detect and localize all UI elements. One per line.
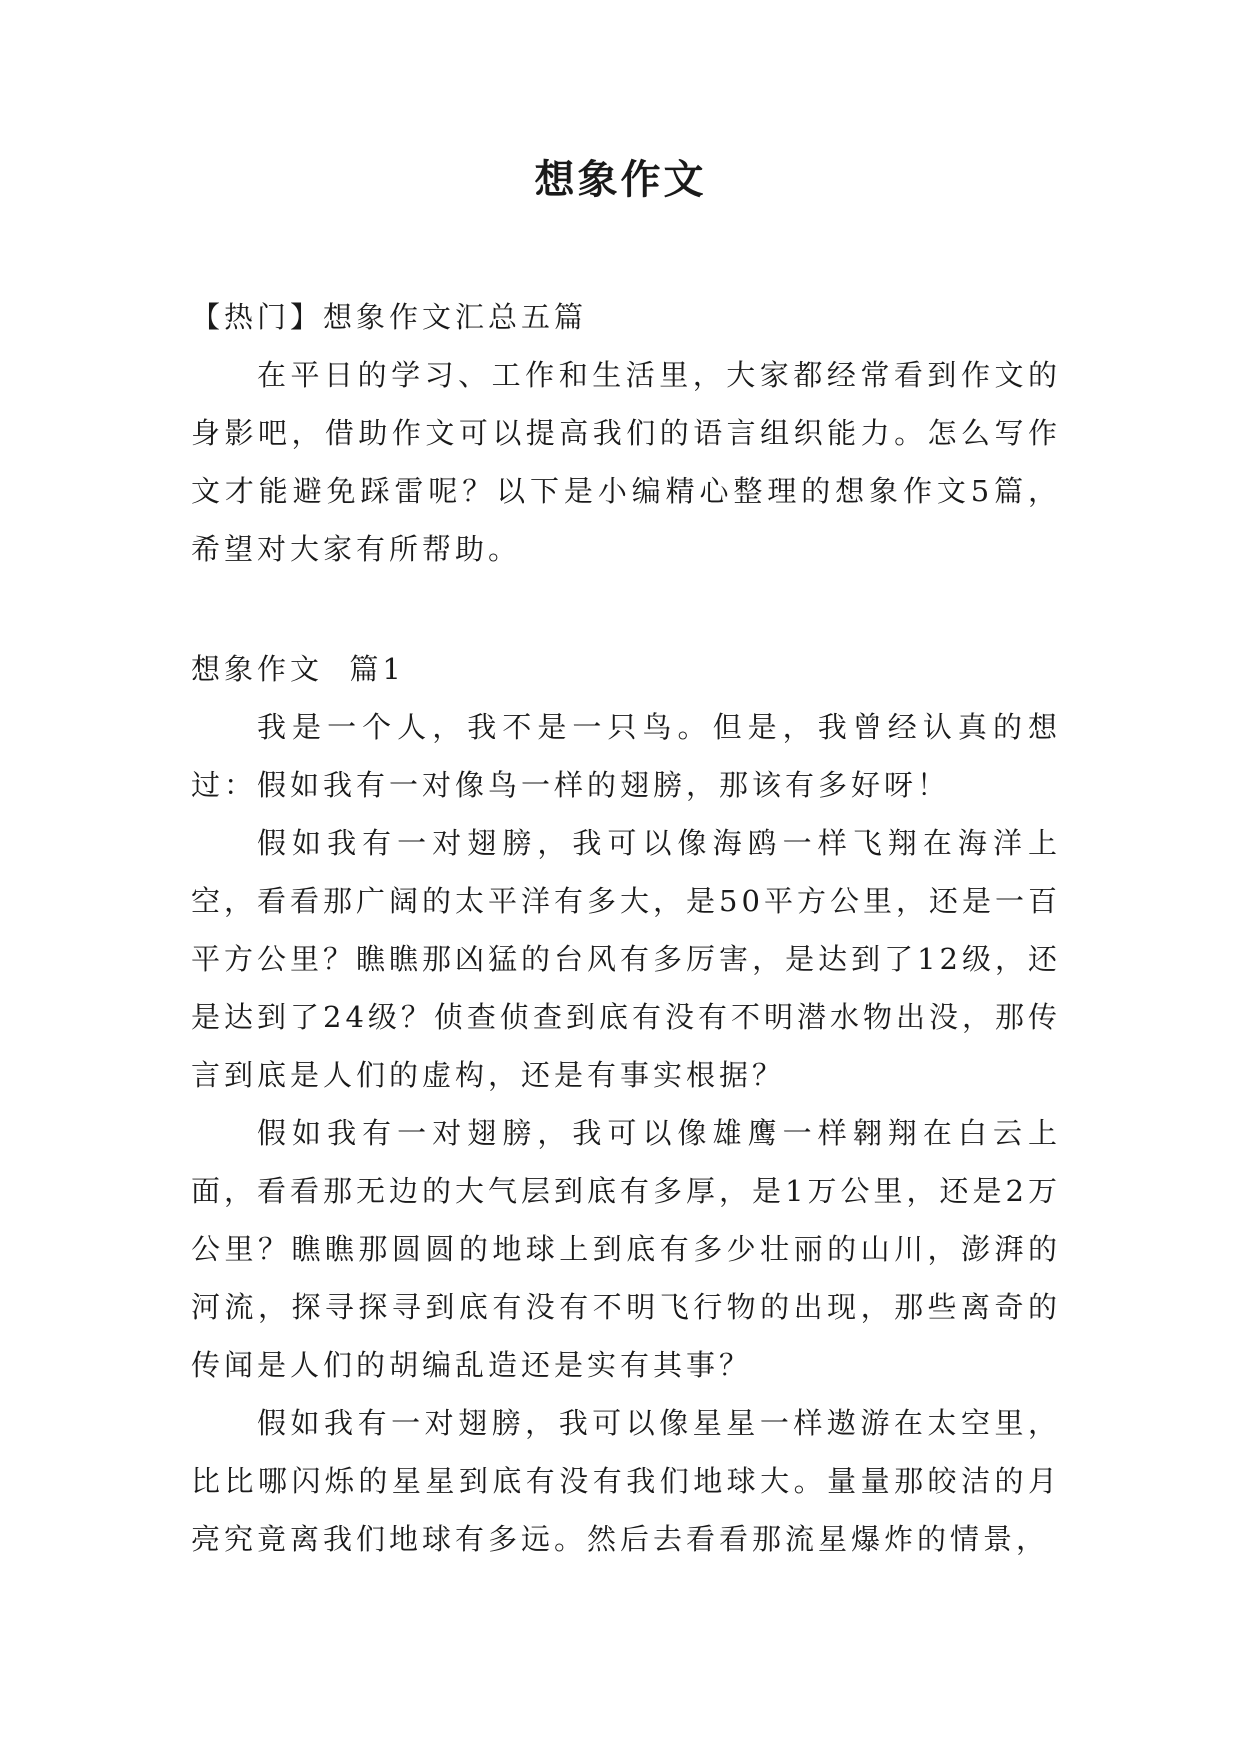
article-subtitle: 【热门】想象作文汇总五篇: [191, 300, 588, 334]
essay-paragraph: 假如我有一对翅膀，我可以像海鸥一样飞翔在海洋上空，看看那广阔的太平洋有多大，是50平方公里，还是一百平方公里？瞧瞧那凶猛的台风有多厉害，是达到了12级，还是达到了24级？侦查侦查到底有没有不明潜水物出没，那传言到底是人们的虚构，还是有事实根据？: [191, 826, 1061, 1092]
document-title: 想象作文: [534, 156, 707, 203]
essay-paragraph: 我是一个人，我不是一只鸟。但是，我曾经认真的想过：假如我有一对像鸟一样的翅膀，那该有多好呀！: [191, 710, 1061, 802]
essay-section: [191, 640, 1061, 1568]
intro-section: [191, 288, 1061, 578]
essay-paragraph: 假如我有一对翅膀，我可以像星星一样遨游在太空里，比比哪闪烁的星星到底有没有我们地球大。量量那皎洁的月亮究竟离我们地球有多远。然后去看看那流星爆炸的情景，: [191, 1406, 1061, 1556]
intro-paragraph: 在平日的学习、工作和生活里，大家都经常看到作文的身影吧，借助作文可以提高我们的语言组织能力。怎么写作文才能避免踩雷呢？以下是小编精心整理的想象作文5篇，希望对大家有所帮助。: [191, 358, 1061, 566]
essay-heading: 想象作文 篇1: [191, 652, 405, 686]
essay-paragraph: 假如我有一对翅膀，我可以像雄鹰一样翱翔在白云上面，看看那无边的大气层到底有多厚，是1万公里，还是2万公里？瞧瞧那圆圆的地球上到底有多少壮丽的山川，澎湃的河流，探寻探寻到底有没有不明飞行物的出现，那些离奇的传闻是人们的胡编乱造还是实有其事？: [191, 1116, 1061, 1382]
